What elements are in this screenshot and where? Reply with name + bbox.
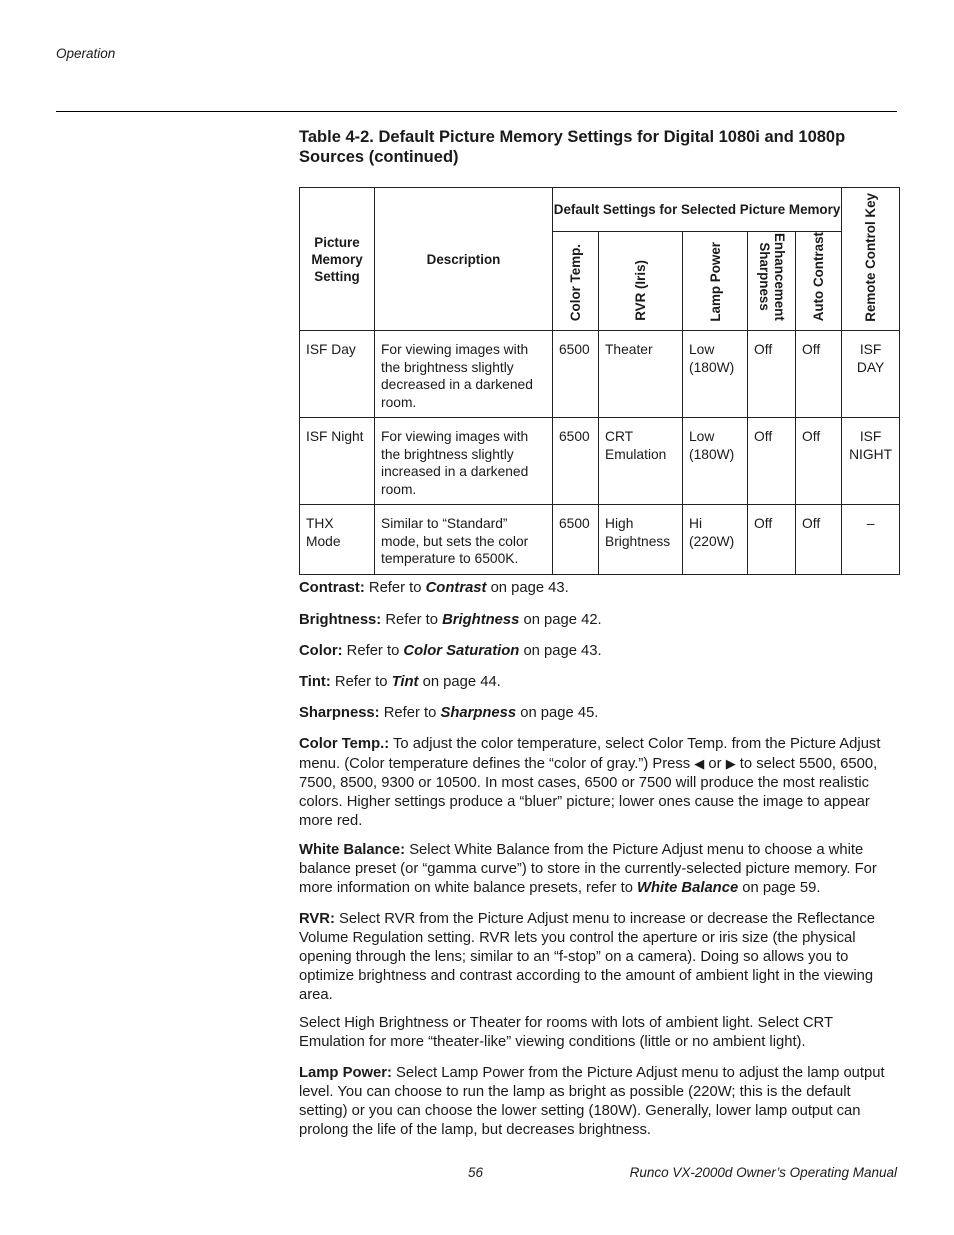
cell-setting: ISF Night — [300, 418, 375, 505]
cell-sharpness: Off — [748, 418, 796, 505]
header-color-temp: Color Temp. — [553, 232, 599, 331]
table-title: Table 4-2. Default Picture Memory Settings for Digital 1080i and 1080p Sources (continued) — [299, 128, 846, 166]
cell-remote: ISF DAY — [842, 331, 900, 418]
cell-sharpness: Off — [748, 331, 796, 418]
header-remote: Remote Control Key — [842, 188, 900, 331]
header-sharpness: Sharpness Enhancement — [748, 232, 796, 331]
cell-description: Similar to “Standard” mode, but sets the color temperature to 6500K. — [375, 505, 553, 575]
color-saturation-link[interactable]: Color Saturation — [403, 643, 520, 659]
footer-title: Runco VX-2000d Owner’s Operating Manual — [629, 1165, 897, 1180]
cell-description: For viewing images with the brightness slightly increased in a darkened room. — [375, 418, 553, 505]
para-contrast: Contrast: Refer to Contrast on page 43. — [299, 580, 569, 596]
table-row — [300, 418, 900, 505]
para-rvr: RVR: Select RVR from the Picture Adjust menu to increase or decrease the Reflectance Volume Regulation setting. RVR lets you control the aperture or iris size (the physical opening through the lens; similar to an “f-stop” on a camera). Doing so allows you to optimize brightness and contrast according to the amount of ambient light in the viewing area. — [299, 911, 875, 1003]
header-description: Description — [375, 188, 553, 331]
para-sharpness: Sharpness: Refer to Sharpness on page 45. — [299, 705, 599, 721]
para-white-balance: White Balance: Select White Balance from the Picture Adjust menu to choose a white balance preset (or “gamma curve”) to store in the currently-selected picture memory. For more information on white balance presets, refer to White Balance on page 59. — [299, 842, 877, 896]
cell-setting: ISF Day — [300, 331, 375, 418]
tint-link[interactable]: Tint — [391, 674, 419, 690]
cell-contrast: Off — [796, 418, 842, 505]
page-number: 56 — [468, 1165, 484, 1180]
running-header: Operation — [56, 46, 116, 61]
cell-contrast: Off — [796, 331, 842, 418]
cell-description: For viewing images with the brightness slightly decreased in a darkened room. — [375, 331, 553, 418]
settings-table — [299, 187, 900, 575]
white-balance-link[interactable]: White Balance — [637, 880, 739, 896]
contrast-link[interactable]: Contrast — [425, 580, 487, 596]
brightness-link[interactable]: Brightness — [442, 612, 520, 628]
para-tint: Tint: Refer to Tint on page 44. — [299, 674, 501, 690]
header-setting: Picture Memory Setting — [300, 188, 375, 331]
header-lamp: Lamp Power — [683, 232, 748, 331]
cell-lamp: Low (180W) — [683, 418, 748, 505]
para-color-temp: Color Temp.: To adjust the color temperature, select Color Temp. from the Picture Adjust menu. (Color temperature defines the “color of gray.”) Press ◀ or ▶ to select 5500, 6500, 7500, 8500, 9300 or 10500. In most cases, 6500 or 7500 will produce the most realistic colors. Higher settings produce a “bluer” picture; lower ones cause the image to appear more red. — [299, 736, 881, 829]
cell-color-temp: 6500 — [553, 505, 599, 575]
cell-color-temp: 6500 — [553, 418, 599, 505]
para-lamp-power: Lamp Power: Select Lamp Power from the Picture Adjust menu to adjust the lamp output level. You can choose to run the lamp as bright as possible (220W; this is the default setting) or you can choose the lower setting (180W). Generally, lower lamp output can prolong the life of the lamp, but decreases brightness. — [299, 1065, 885, 1138]
header-rule — [56, 111, 897, 112]
header-group: Default Settings for Selected Picture Memory — [553, 188, 842, 232]
cell-remote: – — [842, 505, 900, 575]
cell-rvr: High Brightness — [599, 505, 683, 575]
cell-remote: ISF NIGHT — [842, 418, 900, 505]
para-rvr-note: Select High Brightness or Theater for rooms with lots of ambient light. Select CRT Emulation for more “theater-like” viewing conditions (little or no ambient light). — [299, 1015, 833, 1050]
cell-setting: THX Mode — [300, 505, 375, 575]
cell-color-temp: 6500 — [553, 331, 599, 418]
header-contrast: Auto Contrast — [796, 232, 842, 331]
cell-rvr: CRT Emulation — [599, 418, 683, 505]
cell-lamp: Low (180W) — [683, 331, 748, 418]
table-row — [300, 331, 900, 418]
cell-rvr: Theater — [599, 331, 683, 418]
para-color: Color: Refer to Color Saturation on page 43. — [299, 643, 602, 659]
header-rvr: RVR (Iris) — [599, 232, 683, 331]
cell-sharpness: Off — [748, 505, 796, 575]
sharpness-link[interactable]: Sharpness — [440, 705, 517, 721]
cell-lamp: Hi (220W) — [683, 505, 748, 575]
cell-contrast: Off — [796, 505, 842, 575]
right-arrow-icon: ▶ — [725, 756, 736, 771]
table-row — [300, 505, 900, 575]
left-arrow-icon: ◀ — [694, 756, 705, 771]
para-brightness: Brightness: Refer to Brightness on page 42. — [299, 612, 602, 628]
